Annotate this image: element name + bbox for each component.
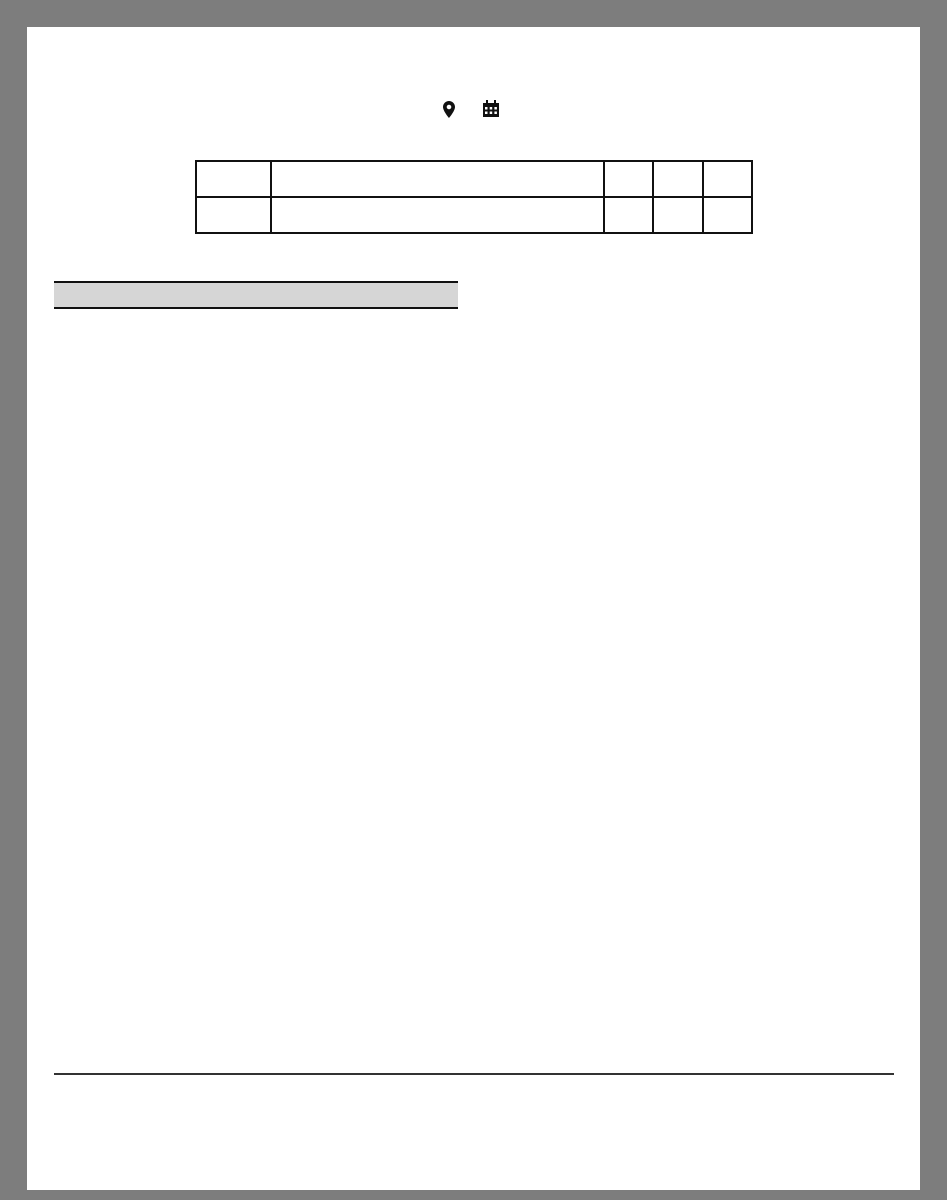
line-score-inning-runs xyxy=(271,197,319,233)
line-score-row xyxy=(196,161,752,197)
line-score-col-header xyxy=(703,131,752,161)
line-score-table xyxy=(195,131,753,234)
location-pin-icon xyxy=(443,101,455,123)
home-batting-table xyxy=(54,281,458,309)
line-score-col-header xyxy=(367,131,414,161)
footer-divider xyxy=(54,1073,894,1075)
line-score-inning-runs xyxy=(556,161,604,197)
line-score-total-e xyxy=(703,197,752,233)
line-score-total-r xyxy=(604,197,653,233)
line-score-inning-runs xyxy=(461,161,508,197)
line-score-inning-runs xyxy=(508,161,555,197)
line-score-row xyxy=(196,197,752,233)
line-score-total-h xyxy=(653,197,702,233)
stat-column-header xyxy=(416,282,458,308)
game-meta xyxy=(27,99,920,123)
line-score-col-header xyxy=(461,131,508,161)
line-score-header-row xyxy=(196,131,752,161)
line-score-inning-runs xyxy=(508,197,555,233)
line-score-col-header xyxy=(319,131,366,161)
line-score-inning-runs xyxy=(367,161,414,197)
line-score-inning-runs xyxy=(556,197,604,233)
line-score-inning-runs xyxy=(414,197,461,233)
line-score-col-header xyxy=(556,131,604,161)
line-score-col-header xyxy=(653,131,702,161)
stat-column-header xyxy=(250,282,292,308)
line-score-inning-runs xyxy=(319,161,366,197)
stat-column-header xyxy=(333,282,375,308)
line-score-col-header xyxy=(604,131,653,161)
line-score-inning-runs xyxy=(367,197,414,233)
line-score-inning-runs xyxy=(271,161,319,197)
line-score-inning-runs xyxy=(414,161,461,197)
line-score-inning-runs xyxy=(319,197,366,233)
line-score-col-header xyxy=(508,131,555,161)
stat-header-row xyxy=(54,282,458,308)
stat-column-header xyxy=(209,282,251,308)
scorecard-page xyxy=(27,27,920,1190)
line-score-col-header xyxy=(414,131,461,161)
stat-column-header xyxy=(375,282,417,308)
line-score-total-r xyxy=(604,161,653,197)
line-score-team xyxy=(196,161,271,197)
game-title xyxy=(27,59,920,93)
line-score-total-e xyxy=(703,161,752,197)
line-score-total-h xyxy=(653,161,702,197)
team-column-header xyxy=(54,282,209,308)
line-score-corner xyxy=(196,131,271,161)
line-score-col-header xyxy=(271,131,319,161)
calendar-icon xyxy=(482,100,500,123)
stat-column-header xyxy=(292,282,334,308)
line-score-inning-runs xyxy=(461,197,508,233)
line-score-team xyxy=(196,197,271,233)
